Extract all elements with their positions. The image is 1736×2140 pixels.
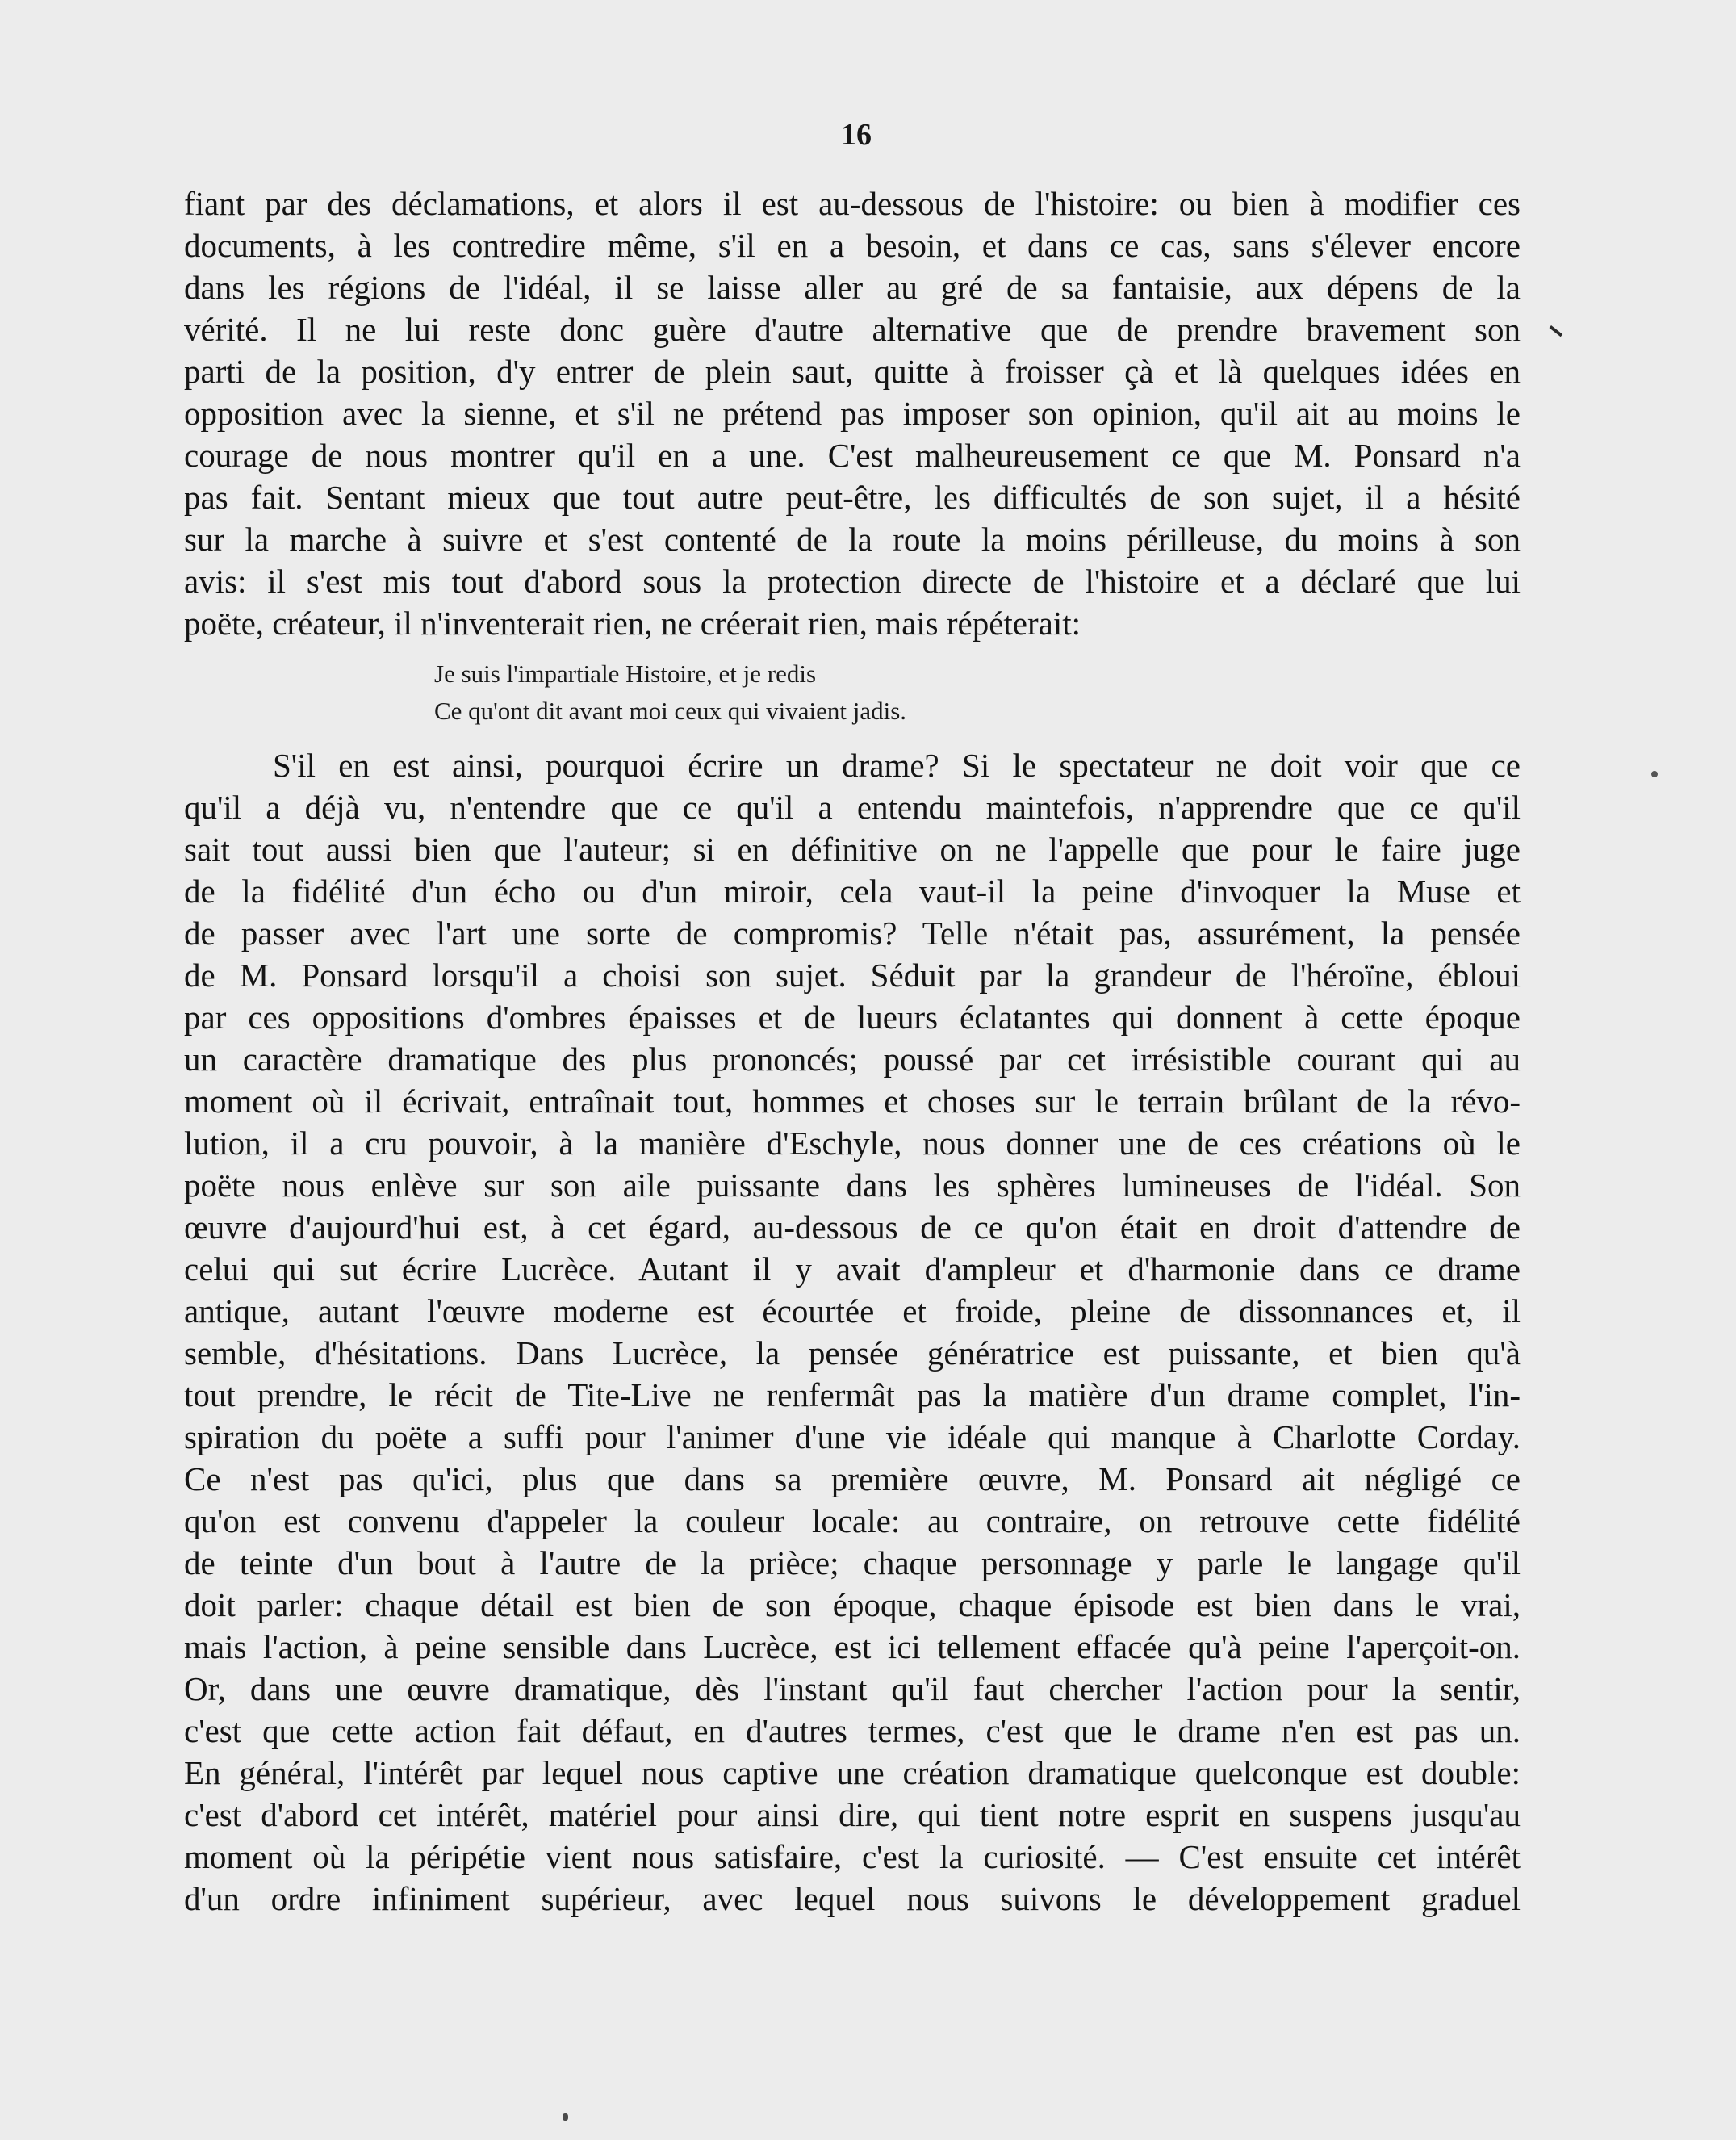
text-line: tout prendre, le récit de Tite-Live ne renfermât pas la matière d'un drame complet, l'in- <box>184 1376 1521 1413</box>
text-line: Or, dans une œuvre dramatique, dès l'instant qu'il faut chercher l'action pour la sentir, <box>184 1670 1521 1707</box>
text-line: sait tout aussi bien que l'auteur; si en définitive on ne l'appelle que pour le faire juge <box>184 831 1521 868</box>
ink-speck <box>1651 771 1658 777</box>
text-line: spiration du poëte a suffi pour l'animer d'une vie idéale qui manque à Charlotte Corday. <box>184 1418 1521 1455</box>
text-line: œuvre d'aujourd'hui est, à cet égard, au-dessous de ce qu'on était en droit d'attendre de <box>184 1208 1521 1246</box>
text-line: opposition avec la sienne, et s'il ne prétend pas imposer son opinion, qu'il ait au moins le <box>184 395 1521 432</box>
margin-mark <box>1544 325 1562 343</box>
paragraph-2 <box>184 744 1521 1920</box>
text-line: antique, autant l'œuvre moderne est écourtée et froide, pleine de dissonnances et, il <box>184 1292 1521 1330</box>
quote-line: Je suis l'impartiale Histoire, et je redis <box>434 660 817 688</box>
text-line: vérité. Il ne lui reste donc guère d'autre alternative que de prendre bravement son <box>184 311 1521 348</box>
text-line: doit parler: chaque détail est bien de son époque, chaque épisode est bien dans le vrai, <box>184 1586 1521 1623</box>
quote-line: Ce qu'ont dit avant moi ceux qui vivaient jadis. <box>434 697 907 725</box>
text-line: documents, à les contredire même, s'il en a besoin, et dans ce cas, sans s'élever encore <box>184 227 1521 264</box>
text-line: semble, d'hésitations. Dans Lucrèce, la pensée génératrice est puissante, et bien qu'à <box>184 1334 1521 1372</box>
text-line: un caractère dramatique des plus prononcés; poussé par cet irrésistible courant qui au <box>184 1041 1521 1078</box>
text-line: S'il en est ainsi, pourquoi écrire un drame? Si le spectateur ne doit voir que ce <box>273 747 1521 784</box>
ink-speck <box>563 2113 568 2121</box>
text-line: fiant par des déclamations, et alors il est au-dessous de l'histoire: ou bien à modifier ces <box>184 185 1521 222</box>
text-line: poëte, créateur, il n'inventerait rien, ne créerait rien, mais répéterait: <box>184 605 1081 642</box>
text-line: moment où il écrivait, entraînait tout, hommes et choses sur le terrain brûlant de la révo- <box>184 1083 1521 1120</box>
text-line: parti de la position, d'y entrer de plein saut, quitte à froisser çà et là quelques idées en <box>184 353 1521 390</box>
text-line: d'un ordre infiniment supérieur, avec lequel nous suivons le développement graduel <box>184 1880 1521 1917</box>
text-line: par ces oppositions d'ombres épaisses et de lueurs éclatantes qui donnent à cette époque <box>184 999 1521 1036</box>
verse-quote <box>434 655 1521 730</box>
text-line: poëte nous enlève sur son aile puissante dans les sphères lumineuses de l'idéal. Son <box>184 1166 1521 1204</box>
text-line: lution, il a cru pouvoir, à la manière d'Eschyle, nous donner une de ces créations où le <box>184 1124 1521 1162</box>
text-line: dans les régions de l'idéal, il se laisse aller au gré de sa fantaisie, aux dépens de la <box>184 269 1521 306</box>
text-line: courage de nous montrer qu'il en a une. C'est malheureusement ce que M. Ponsard n'a <box>184 437 1521 474</box>
text-line: de teinte d'un bout à l'autre de la prièce; chaque personnage y parle le langage qu'il <box>184 1544 1521 1581</box>
page-number: 16 <box>841 118 872 152</box>
paragraph-1 <box>184 182 1521 644</box>
text-line: moment où la péripétie vient nous satisfaire, c'est la curiosité. — C'est ensuite cet intérêt <box>184 1838 1521 1875</box>
text-line: celui qui sut écrire Lucrèce. Autant il y avait d'ampleur et d'harmonie dans ce drame <box>184 1250 1521 1288</box>
text-line: c'est que cette action fait défaut, en d'autres termes, c'est que le drame n'en est pas un. <box>184 1712 1521 1749</box>
text-line: qu'on est convenu d'appeler la couleur locale: au contraire, on retrouve cette fidélité <box>184 1502 1521 1539</box>
text-line: sur la marche à suivre et s'est contenté de la route la moins périlleuse, du moins à son <box>184 521 1521 558</box>
text-line: qu'il a déjà vu, n'entendre que ce qu'il a entendu maintefois, n'apprendre que ce qu'il <box>184 789 1521 826</box>
main-text <box>184 182 1521 1920</box>
text-line: avis: il s'est mis tout d'abord sous la protection directe de l'histoire et a déclaré que lui <box>184 563 1521 600</box>
text-line: En général, l'intérêt par lequel nous captive une création dramatique quelconque est double: <box>184 1754 1521 1791</box>
text-line: Ce n'est pas qu'ici, plus que dans sa première œuvre, M. Ponsard ait négligé ce <box>184 1460 1521 1497</box>
text-line: de la fidélité d'un écho ou d'un miroir, cela vaut-il la peine d'invoquer la Muse et <box>184 873 1521 910</box>
text-line: de passer avec l'art une sorte de compromis? Telle n'était pas, assurément, la pensée <box>184 915 1521 952</box>
text-line: mais l'action, à peine sensible dans Lucrèce, est ici tellement effacée qu'à peine l'aperçoit-on. <box>184 1628 1521 1665</box>
text-line: de M. Ponsard lorsqu'il a choisi son sujet. Séduit par la grandeur de l'héroïne, ébloui <box>184 957 1521 994</box>
text-line: c'est d'abord cet intérêt, matériel pour ainsi dire, qui tient notre esprit en suspens jusqu'au <box>184 1796 1521 1833</box>
text-line: pas fait. Sentant mieux que tout autre peut-être, les difficultés de son sujet, il a hésité <box>184 479 1521 516</box>
